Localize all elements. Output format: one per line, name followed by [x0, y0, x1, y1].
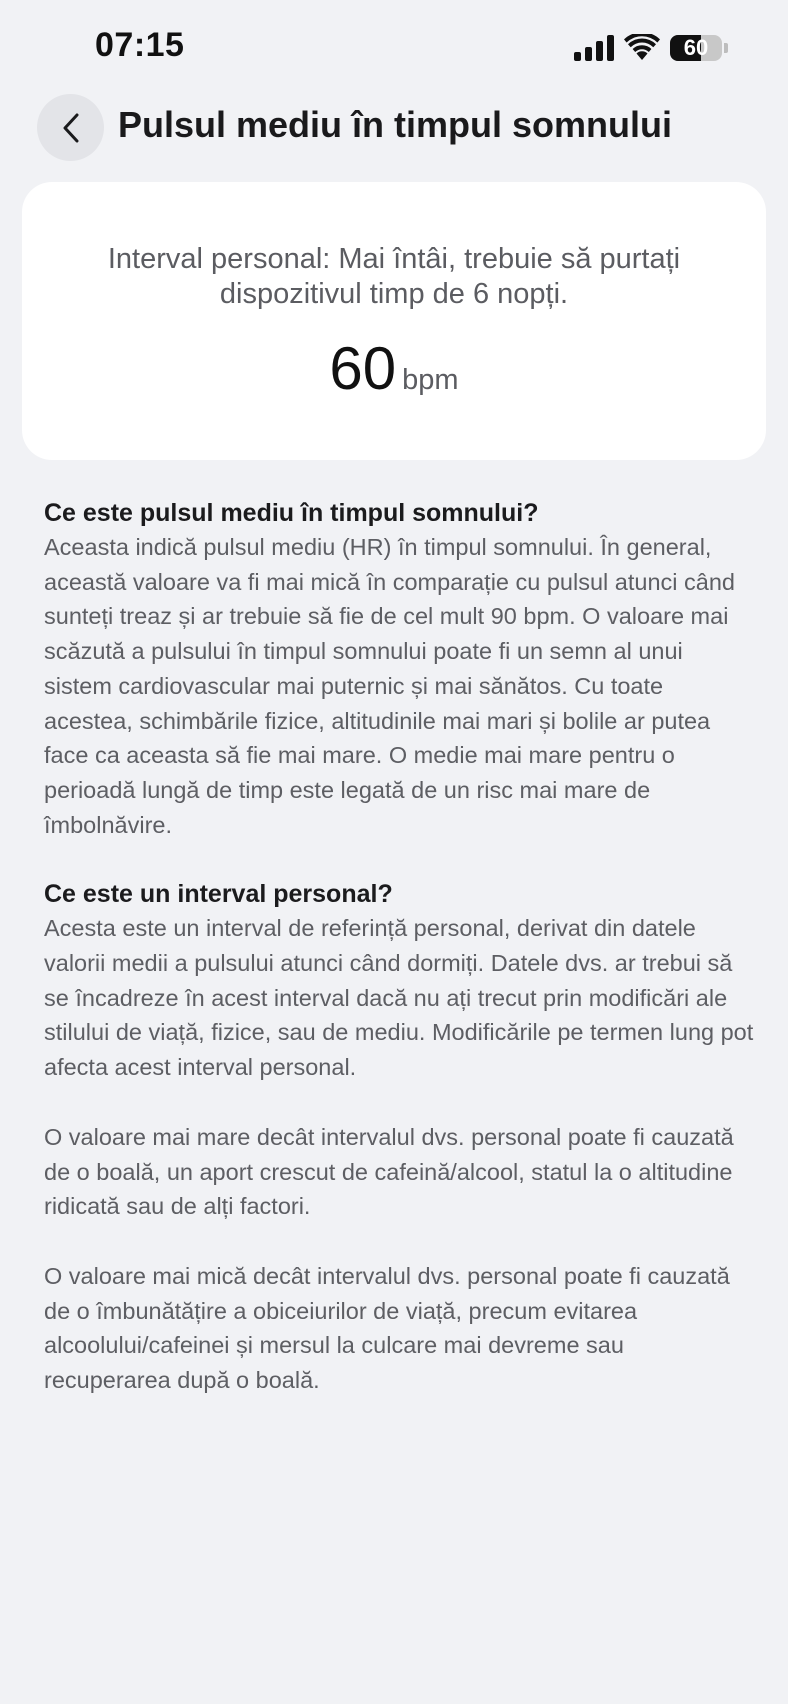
- section-paragraph: Aceasta indică pulsul mediu (HR) în timpul somnului. În general, această valoare va fi mai mică în comparație cu pulsul atunci când sunteți treaz și ar trebuie să fie de cel mult 90 bpm. O valoare mai scăzută a pulsului în timpul somnului poate fi un semn al unui sistem cardiovascular mai puternic și mai sănătos. Cu toate acestea, schimbările fizice, altitudinile mai mari și bolile ar putea face ca aceasta să fie mai mare. O medie mai mare pentru o perioadă lungă de timp este legată de un risc mai mare de îmbolnăvire.: [44, 534, 735, 838]
- back-button[interactable]: [37, 94, 104, 161]
- info-content: [44, 496, 754, 1398]
- page-title: Pulsul mediu în timpul somnului: [118, 104, 673, 145]
- status-bar: [0, 0, 788, 92]
- status-time: 07:15: [95, 26, 185, 64]
- interval-note: Interval personal: Mai întâi, trebuie să purtați dispozitivul timp de 6 nopți.: [107, 243, 681, 310]
- heart-rate-value: [22, 334, 766, 403]
- section-paragraph: Acesta este un interval de referință personal, derivat din datele valorii medii a pulsului atunci când dormiți. Datele dvs. ar trebui să se încadreze în acest interval dacă nu ați trecut prin modificări ale stilului de viață, fizice, sau de mediu. Modificările pe termen lung pot afecta acest interval personal.: [44, 915, 754, 1081]
- heart-rate-unit: bpm: [402, 364, 459, 396]
- summary-card: [22, 182, 766, 460]
- battery-tip: [724, 43, 728, 53]
- section-paragraph: O valoare mai mare decât intervalul dvs. personal poate fi cauzată de o boală, un aport crescut de cafeină/alcool, statul la o altitudine ridicată sau de alți factori.: [44, 1123, 734, 1220]
- section-paragraph: O valoare mai mică decât intervalul dvs. personal poate fi cauzată de o îmbunătățire a obiceiurilor de viață, precum evitarea alcoolului/cafeinei și mersul la culcare mai devreme sau recuperarea după o boală.: [44, 1262, 730, 1394]
- heart-rate-number: 60: [329, 335, 397, 402]
- wifi-icon: [624, 34, 660, 62]
- status-icons: [574, 30, 728, 66]
- section-title: Ce este un interval personal?: [44, 880, 393, 909]
- chevron-left-icon: [61, 112, 81, 144]
- battery-level: 60: [683, 35, 709, 60]
- header: [0, 92, 788, 186]
- cellular-signal-icon: [574, 35, 614, 61]
- section-title: Ce este pulsul mediu în timpul somnului?: [44, 499, 539, 527]
- battery-icon: [670, 35, 722, 61]
